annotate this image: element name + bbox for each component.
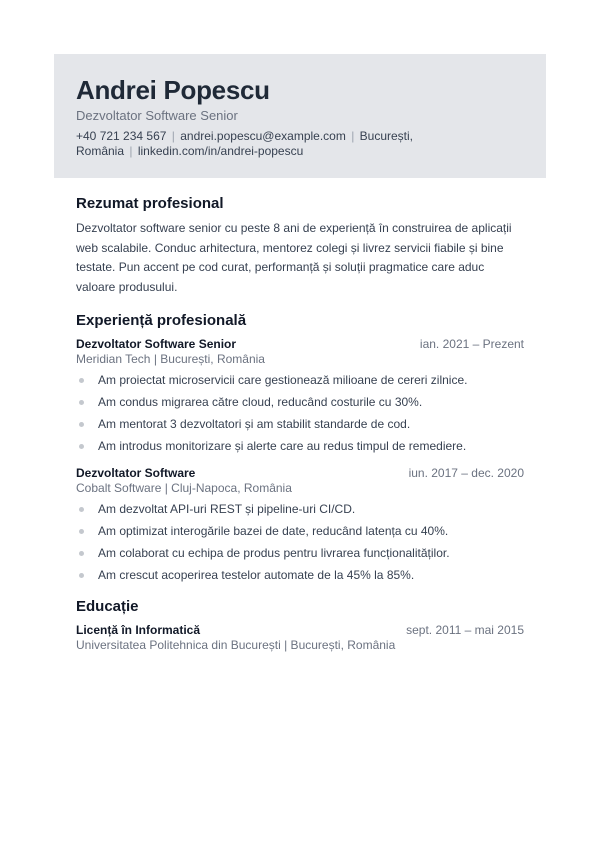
bullet-dot-icon — [79, 378, 84, 383]
contact-phone: +40 721 234 567 — [76, 129, 167, 143]
education-entry — [76, 623, 524, 652]
school-name: Universitatea Politehnica din București | București, România — [76, 638, 396, 652]
education-heading: Educație — [76, 598, 139, 615]
bullet-dot-icon — [79, 573, 84, 578]
candidate-name: Andrei Popescu — [76, 75, 270, 105]
job-entry — [76, 337, 524, 457]
bullet-item: Am optimizat interogările bazei de date, reducând latența cu 40%. — [76, 520, 524, 542]
job-date: iun. 2017 – dec. 2020 — [408, 466, 524, 480]
job-company: Cobalt Software | Cluj-Napoca, România — [76, 481, 292, 495]
education-date: sept. 2011 – mai 2015 — [406, 623, 524, 637]
bullet-dot-icon — [79, 529, 84, 534]
bullet-item: Am proiectat microservicii care gestionează milioane de cereri zilnice. — [76, 369, 524, 391]
job-title: Dezvoltator Software — [76, 466, 196, 480]
summary-text: Dezvoltator software senior cu peste 8 ani de experiență în construirea de aplicații web scalabile. Conduc arhitectura, mentorez colegi și livrez servicii fiabile și bine testate. Pun accent pe cod curat, performanță și soluții pragmatice care aduc valoare produsului. — [76, 221, 512, 294]
contact-location: București, România — [76, 129, 414, 158]
experience-heading: Experiență profesională — [76, 312, 247, 329]
job-title: Dezvoltator Software Senior — [76, 337, 237, 351]
experience-section — [76, 311, 524, 586]
job-bullets — [76, 498, 524, 586]
bullet-item: Am colaborat cu echipa de produs pentru livrarea funcționalităților. — [76, 542, 524, 564]
job-bullets — [76, 369, 524, 457]
degree-title: Licență în Informatică — [76, 623, 201, 637]
bullet-item: Am condus migrarea către cloud, reducând costurile cu 30%. — [76, 391, 524, 413]
contact-line — [76, 129, 456, 158]
summary-heading: Rezumat profesional — [76, 195, 224, 212]
bullet-item: Am mentorat 3 dezvoltatori și am stabilit standarde de cod. — [76, 413, 524, 435]
contact-separator: | — [129, 143, 133, 158]
bullet-item: Am dezvoltat API-uri REST și pipeline-uri CI/CD. — [76, 498, 524, 520]
bullet-item: Am crescut acoperirea testelor automate de la 45% la 85%. — [76, 564, 524, 586]
job-entry — [76, 466, 524, 586]
bullet-dot-icon — [79, 422, 84, 427]
job-date: ian. 2021 – Prezent — [419, 337, 524, 351]
bullet-dot-icon — [79, 551, 84, 556]
bullet-dot-icon — [79, 400, 84, 405]
contact-separator: | — [171, 129, 175, 143]
job-company: Meridian Tech | București, România — [76, 352, 265, 366]
bullet-dot-icon — [79, 507, 84, 512]
resume-header — [54, 54, 546, 178]
contact-email[interactable]: andrei.popescu@example.com — [180, 129, 346, 143]
education-section — [76, 597, 524, 652]
summary-section — [76, 194, 524, 297]
bullet-dot-icon — [79, 444, 84, 449]
candidate-role: Dezvoltator Software Senior — [76, 108, 238, 123]
contact-separator: | — [351, 129, 355, 143]
bullet-item: Am introdus monitorizare și alerte care au redus timpul de remediere. — [76, 435, 524, 457]
contact-linkedin[interactable]: linkedin.com/in/andrei-popescu — [137, 143, 304, 158]
